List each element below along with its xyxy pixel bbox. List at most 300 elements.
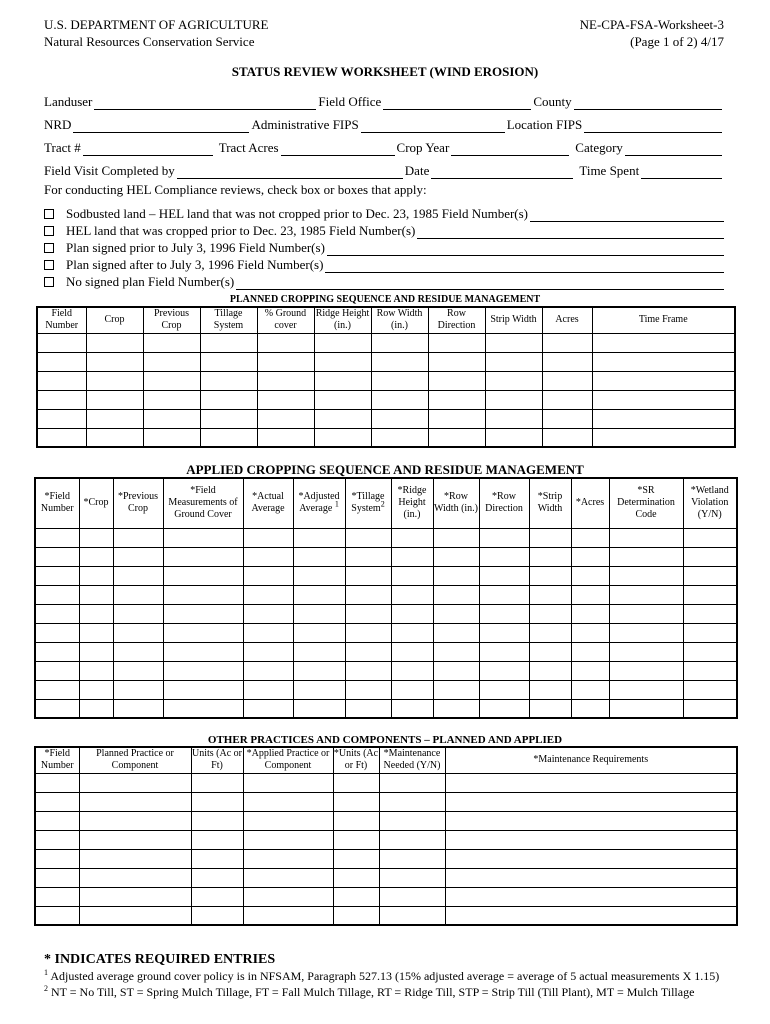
- table-cell[interactable]: [542, 409, 592, 428]
- table-cell[interactable]: [542, 333, 592, 352]
- table-cell[interactable]: [433, 642, 479, 661]
- table-cell[interactable]: [479, 699, 529, 718]
- table-cell[interactable]: [314, 371, 371, 390]
- table-cell[interactable]: [191, 887, 243, 906]
- table-cell[interactable]: [293, 604, 345, 623]
- table-cell[interactable]: [609, 623, 683, 642]
- table-cell[interactable]: [113, 585, 163, 604]
- table-cell[interactable]: [379, 830, 445, 849]
- table-cell[interactable]: [428, 428, 485, 447]
- table-cell[interactable]: [345, 585, 391, 604]
- table-cell[interactable]: [314, 409, 371, 428]
- table-cell[interactable]: [391, 547, 433, 566]
- table-cell[interactable]: [571, 547, 609, 566]
- table-cell[interactable]: [257, 333, 314, 352]
- table-cell[interactable]: [445, 849, 737, 868]
- table-cell[interactable]: [243, 811, 333, 830]
- table-cell[interactable]: [542, 428, 592, 447]
- table-cell[interactable]: [79, 680, 113, 699]
- category-field[interactable]: [625, 142, 722, 156]
- table-cell[interactable]: [35, 528, 79, 547]
- table-cell[interactable]: [485, 390, 542, 409]
- table-cell[interactable]: [683, 661, 737, 680]
- table-cell[interactable]: [609, 547, 683, 566]
- table-cell[interactable]: [333, 811, 379, 830]
- table-cell[interactable]: [379, 887, 445, 906]
- table-cell[interactable]: [243, 868, 333, 887]
- table-cell[interactable]: [371, 352, 428, 371]
- table-cell[interactable]: [479, 585, 529, 604]
- table-cell[interactable]: [683, 566, 737, 585]
- table-cell[interactable]: [371, 371, 428, 390]
- table-cell[interactable]: [113, 699, 163, 718]
- table-cell[interactable]: [571, 585, 609, 604]
- table-cell[interactable]: [479, 623, 529, 642]
- table-cell[interactable]: [314, 428, 371, 447]
- table-cell[interactable]: [345, 547, 391, 566]
- table-cell[interactable]: [79, 906, 191, 925]
- table-cell[interactable]: [609, 566, 683, 585]
- field-numbers-line[interactable]: [327, 242, 724, 256]
- table-cell[interactable]: [35, 849, 79, 868]
- table-cell[interactable]: [200, 352, 257, 371]
- table-cell[interactable]: [113, 566, 163, 585]
- table-cell[interactable]: [163, 623, 243, 642]
- table-cell[interactable]: [35, 585, 79, 604]
- table-cell[interactable]: [35, 566, 79, 585]
- table-cell[interactable]: [345, 604, 391, 623]
- table-cell[interactable]: [163, 528, 243, 547]
- table-cell[interactable]: [35, 680, 79, 699]
- table-cell[interactable]: [391, 680, 433, 699]
- field-numbers-line[interactable]: [325, 259, 724, 273]
- table-cell[interactable]: [542, 371, 592, 390]
- table-cell[interactable]: [379, 868, 445, 887]
- table-cell[interactable]: [143, 333, 200, 352]
- table-cell[interactable]: [391, 699, 433, 718]
- table-cell[interactable]: [433, 585, 479, 604]
- table-cell[interactable]: [529, 547, 571, 566]
- table-cell[interactable]: [683, 585, 737, 604]
- table-cell[interactable]: [428, 409, 485, 428]
- table-cell[interactable]: [79, 811, 191, 830]
- other-practices-table: [34, 746, 738, 926]
- table-cell[interactable]: [571, 642, 609, 661]
- table-cell[interactable]: [485, 371, 542, 390]
- table-cell[interactable]: [391, 566, 433, 585]
- table-cell[interactable]: [433, 547, 479, 566]
- table-cell[interactable]: [86, 428, 143, 447]
- table-cell[interactable]: [428, 333, 485, 352]
- table-cell[interactable]: [113, 547, 163, 566]
- table-cell[interactable]: [79, 623, 113, 642]
- table-cell[interactable]: [86, 390, 143, 409]
- table-row: [37, 428, 735, 447]
- table-cell[interactable]: [243, 585, 293, 604]
- table-cell[interactable]: [86, 352, 143, 371]
- table-cell[interactable]: [163, 585, 243, 604]
- table-cell[interactable]: [314, 390, 371, 409]
- table-cell[interactable]: [79, 773, 191, 792]
- table-cell[interactable]: [143, 390, 200, 409]
- table-cell[interactable]: [79, 661, 113, 680]
- table-cell[interactable]: [200, 333, 257, 352]
- table-cell[interactable]: [37, 333, 86, 352]
- field-numbers-line[interactable]: [530, 208, 724, 222]
- table-cell[interactable]: [428, 371, 485, 390]
- table-cell[interactable]: [485, 428, 542, 447]
- date-field[interactable]: [431, 165, 573, 179]
- table-cell[interactable]: [200, 371, 257, 390]
- table-cell[interactable]: [479, 547, 529, 566]
- table-cell[interactable]: [243, 887, 333, 906]
- table-cell[interactable]: [243, 830, 333, 849]
- table-cell[interactable]: [345, 680, 391, 699]
- table-cell[interactable]: [37, 371, 86, 390]
- table-cell[interactable]: [542, 390, 592, 409]
- table-cell[interactable]: [571, 566, 609, 585]
- tract-acres-label: Tract Acres: [218, 140, 279, 155]
- table-cell[interactable]: [243, 642, 293, 661]
- table-cell[interactable]: [391, 604, 433, 623]
- table-cell[interactable]: [191, 906, 243, 925]
- landuser-field[interactable]: [94, 96, 316, 110]
- table-cell[interactable]: [379, 792, 445, 811]
- table-cell[interactable]: [35, 623, 79, 642]
- table-cell[interactable]: [243, 566, 293, 585]
- table-cell[interactable]: [529, 528, 571, 547]
- table-cell[interactable]: [345, 661, 391, 680]
- table-cell[interactable]: [35, 773, 79, 792]
- table-cell[interactable]: [479, 680, 529, 699]
- table-cell[interactable]: [433, 528, 479, 547]
- table-row: [35, 547, 737, 566]
- table-cell[interactable]: [243, 528, 293, 547]
- table-cell[interactable]: [479, 661, 529, 680]
- table-cell[interactable]: [37, 409, 86, 428]
- table-cell[interactable]: [113, 680, 163, 699]
- table-cell[interactable]: [683, 623, 737, 642]
- table-cell[interactable]: [428, 352, 485, 371]
- table-cell[interactable]: [345, 566, 391, 585]
- table-cell[interactable]: [683, 642, 737, 661]
- table-cell[interactable]: [79, 849, 191, 868]
- table-cell[interactable]: [391, 585, 433, 604]
- table-cell[interactable]: [433, 680, 479, 699]
- table-cell[interactable]: [571, 528, 609, 547]
- table-cell[interactable]: [571, 680, 609, 699]
- table-cell[interactable]: [609, 661, 683, 680]
- table-cell[interactable]: [345, 528, 391, 547]
- table-cell[interactable]: [345, 642, 391, 661]
- table-cell[interactable]: [200, 390, 257, 409]
- table-cell[interactable]: [571, 604, 609, 623]
- checkbox[interactable]: [44, 226, 54, 236]
- table-cell[interactable]: [379, 906, 445, 925]
- table-cell[interactable]: [293, 585, 345, 604]
- table-cell[interactable]: [391, 642, 433, 661]
- table-cell[interactable]: [37, 428, 86, 447]
- location-fips-field[interactable]: [584, 119, 722, 133]
- table-cell[interactable]: [433, 566, 479, 585]
- table-cell[interactable]: [485, 409, 542, 428]
- table-cell[interactable]: [163, 604, 243, 623]
- checkbox-label: Sodbusted land – HEL land that was not cropped prior to Dec. 23, 1985 Field Number(s): [66, 206, 529, 221]
- time-spent-field[interactable]: [641, 165, 722, 179]
- table-cell[interactable]: [333, 849, 379, 868]
- checkbox-label: HEL land that was cropped prior to Dec. 23, 1985 Field Number(s): [66, 223, 416, 238]
- table-cell[interactable]: [35, 811, 79, 830]
- county-field[interactable]: [574, 96, 722, 110]
- table-cell[interactable]: [529, 661, 571, 680]
- table-cell[interactable]: [191, 868, 243, 887]
- table-cell[interactable]: [391, 623, 433, 642]
- table-cell[interactable]: [345, 699, 391, 718]
- table-cell[interactable]: [35, 661, 79, 680]
- table-cell[interactable]: [86, 333, 143, 352]
- table-cell[interactable]: [683, 680, 737, 699]
- table-cell[interactable]: [479, 528, 529, 547]
- table-cell[interactable]: [529, 585, 571, 604]
- table-cell[interactable]: [592, 428, 735, 447]
- table-cell[interactable]: [243, 906, 333, 925]
- table-cell[interactable]: [609, 604, 683, 623]
- table-cell[interactable]: [163, 547, 243, 566]
- table-cell[interactable]: [592, 409, 735, 428]
- table-cell[interactable]: [163, 566, 243, 585]
- table-cell[interactable]: [379, 773, 445, 792]
- table-cell[interactable]: [163, 680, 243, 699]
- table-cell[interactable]: [371, 409, 428, 428]
- table-cell[interactable]: [345, 623, 391, 642]
- table-cell[interactable]: [243, 604, 293, 623]
- table-cell[interactable]: [609, 585, 683, 604]
- table-cell[interactable]: [79, 604, 113, 623]
- table-cell[interactable]: [79, 566, 113, 585]
- table-cell[interactable]: [293, 528, 345, 547]
- other-section-title: OTHER PRACTICES AND COMPONENTS – PLANNED AND APPLIED: [207, 734, 563, 746]
- table-cell[interactable]: [571, 699, 609, 718]
- table-cell[interactable]: [243, 773, 333, 792]
- table-cell[interactable]: [79, 699, 113, 718]
- admin-fips-field[interactable]: [361, 119, 505, 133]
- table-cell[interactable]: [113, 528, 163, 547]
- table-cell[interactable]: [529, 680, 571, 699]
- table-cell[interactable]: [445, 773, 737, 792]
- table-cell[interactable]: [35, 906, 79, 925]
- table-cell[interactable]: [433, 623, 479, 642]
- table-cell[interactable]: [529, 699, 571, 718]
- table-row: [37, 409, 735, 428]
- table-cell[interactable]: [683, 699, 737, 718]
- table-cell[interactable]: [257, 352, 314, 371]
- table-cell[interactable]: [445, 830, 737, 849]
- table-cell[interactable]: [35, 830, 79, 849]
- table-cell[interactable]: [428, 390, 485, 409]
- table-cell[interactable]: [609, 699, 683, 718]
- table-cell[interactable]: [163, 642, 243, 661]
- table-cell[interactable]: [379, 811, 445, 830]
- table-cell[interactable]: [683, 604, 737, 623]
- table-cell[interactable]: [79, 887, 191, 906]
- table-cell[interactable]: [243, 623, 293, 642]
- table-cell[interactable]: [79, 830, 191, 849]
- table-cell[interactable]: [163, 699, 243, 718]
- table-cell[interactable]: [35, 792, 79, 811]
- checkbox[interactable]: [44, 260, 54, 270]
- table-cell[interactable]: [243, 849, 333, 868]
- table-cell[interactable]: [79, 585, 113, 604]
- table-cell[interactable]: [542, 352, 592, 371]
- table-cell[interactable]: [35, 642, 79, 661]
- nrd-field[interactable]: [73, 119, 249, 133]
- table-cell[interactable]: [191, 792, 243, 811]
- table-cell[interactable]: [433, 699, 479, 718]
- table-cell[interactable]: [479, 566, 529, 585]
- table-cell[interactable]: [293, 623, 345, 642]
- field-office-field[interactable]: [383, 96, 531, 110]
- table-cell[interactable]: [37, 352, 86, 371]
- table-cell[interactable]: [243, 699, 293, 718]
- table-cell[interactable]: [333, 792, 379, 811]
- field-numbers-line[interactable]: [417, 225, 724, 239]
- table-cell[interactable]: [191, 811, 243, 830]
- table-cell[interactable]: [143, 371, 200, 390]
- table-cell[interactable]: [391, 661, 433, 680]
- table-cell[interactable]: [243, 792, 333, 811]
- table-cell[interactable]: [333, 830, 379, 849]
- table-cell[interactable]: [529, 623, 571, 642]
- table-cell[interactable]: [479, 604, 529, 623]
- crop-year-field[interactable]: [451, 142, 569, 156]
- table-cell[interactable]: [143, 409, 200, 428]
- table-cell[interactable]: [609, 528, 683, 547]
- table-cell[interactable]: [445, 868, 737, 887]
- table-cell[interactable]: [445, 887, 737, 906]
- table-cell[interactable]: [35, 604, 79, 623]
- table-cell[interactable]: [293, 566, 345, 585]
- table-cell[interactable]: [113, 642, 163, 661]
- table-cell[interactable]: [293, 547, 345, 566]
- table-cell[interactable]: [163, 661, 243, 680]
- table-cell[interactable]: [143, 352, 200, 371]
- table-cell[interactable]: [293, 699, 345, 718]
- table-cell[interactable]: [391, 528, 433, 547]
- table-row: [35, 868, 737, 887]
- field-numbers-line[interactable]: [236, 276, 724, 290]
- table-cell[interactable]: [433, 661, 479, 680]
- table-cell[interactable]: [293, 680, 345, 699]
- checkbox[interactable]: [44, 277, 54, 287]
- table-cell[interactable]: [333, 887, 379, 906]
- table-cell[interactable]: [379, 849, 445, 868]
- table-cell[interactable]: [592, 390, 735, 409]
- table-cell[interactable]: [200, 409, 257, 428]
- table-cell[interactable]: [609, 642, 683, 661]
- table-cell[interactable]: [571, 623, 609, 642]
- table-cell[interactable]: [191, 830, 243, 849]
- visit-by-field[interactable]: [177, 165, 403, 179]
- checkbox[interactable]: [44, 243, 54, 253]
- table-cell[interactable]: [191, 849, 243, 868]
- table-cell[interactable]: [143, 428, 200, 447]
- table-cell[interactable]: [314, 352, 371, 371]
- table-cell[interactable]: [79, 528, 113, 547]
- table-cell[interactable]: [35, 699, 79, 718]
- table-cell[interactable]: [37, 390, 86, 409]
- table-cell[interactable]: [571, 661, 609, 680]
- table-cell[interactable]: [200, 428, 257, 447]
- table-cell[interactable]: [529, 566, 571, 585]
- required-entries-note: * INDICATES REQUIRED ENTRIES: [44, 952, 276, 967]
- table-cell[interactable]: [485, 333, 542, 352]
- table-cell[interactable]: [293, 642, 345, 661]
- table-cell[interactable]: [257, 409, 314, 428]
- table-cell[interactable]: [113, 604, 163, 623]
- tract-acres-field[interactable]: [281, 142, 395, 156]
- table-cell[interactable]: [314, 333, 371, 352]
- table-cell[interactable]: [35, 547, 79, 566]
- table-cell[interactable]: [79, 642, 113, 661]
- table-cell[interactable]: [683, 547, 737, 566]
- table-cell[interactable]: [529, 604, 571, 623]
- table-cell[interactable]: [293, 661, 345, 680]
- table-cell[interactable]: [79, 792, 191, 811]
- table-cell[interactable]: [592, 352, 735, 371]
- field-row-4: [44, 161, 724, 179]
- tract-field[interactable]: [83, 142, 213, 156]
- table-cell[interactable]: [113, 661, 163, 680]
- table-cell[interactable]: [79, 547, 113, 566]
- column-header: *Maintenance Requirements: [445, 747, 737, 773]
- table-cell[interactable]: [113, 623, 163, 642]
- table-cell[interactable]: [371, 428, 428, 447]
- table-cell[interactable]: [333, 773, 379, 792]
- table-cell[interactable]: [243, 661, 293, 680]
- table-cell[interactable]: [257, 428, 314, 447]
- table-cell[interactable]: [257, 390, 314, 409]
- table-cell[interactable]: [445, 792, 737, 811]
- table-cell[interactable]: [485, 352, 542, 371]
- table-cell[interactable]: [243, 547, 293, 566]
- applied-header-row: [35, 478, 737, 528]
- table-cell[interactable]: [609, 680, 683, 699]
- table-cell[interactable]: [479, 642, 529, 661]
- table-cell[interactable]: [433, 604, 479, 623]
- table-row: [35, 773, 737, 792]
- table-cell[interactable]: [371, 390, 428, 409]
- column-header: *Wetland Violation (Y/N): [683, 478, 737, 528]
- table-cell[interactable]: [86, 409, 143, 428]
- table-cell[interactable]: [333, 868, 379, 887]
- table-cell[interactable]: [257, 371, 314, 390]
- checkbox[interactable]: [44, 209, 54, 219]
- table-cell[interactable]: [191, 773, 243, 792]
- table-cell[interactable]: [35, 868, 79, 887]
- table-cell[interactable]: [35, 887, 79, 906]
- table-cell[interactable]: [683, 528, 737, 547]
- table-cell[interactable]: [592, 333, 735, 352]
- table-cell[interactable]: [243, 680, 293, 699]
- table-cell[interactable]: [371, 333, 428, 352]
- table-cell[interactable]: [445, 811, 737, 830]
- table-cell[interactable]: [445, 906, 737, 925]
- table-cell[interactable]: [333, 906, 379, 925]
- table-cell[interactable]: [529, 642, 571, 661]
- table-cell[interactable]: [86, 371, 143, 390]
- table-cell[interactable]: [79, 868, 191, 887]
- table-cell[interactable]: [592, 371, 735, 390]
